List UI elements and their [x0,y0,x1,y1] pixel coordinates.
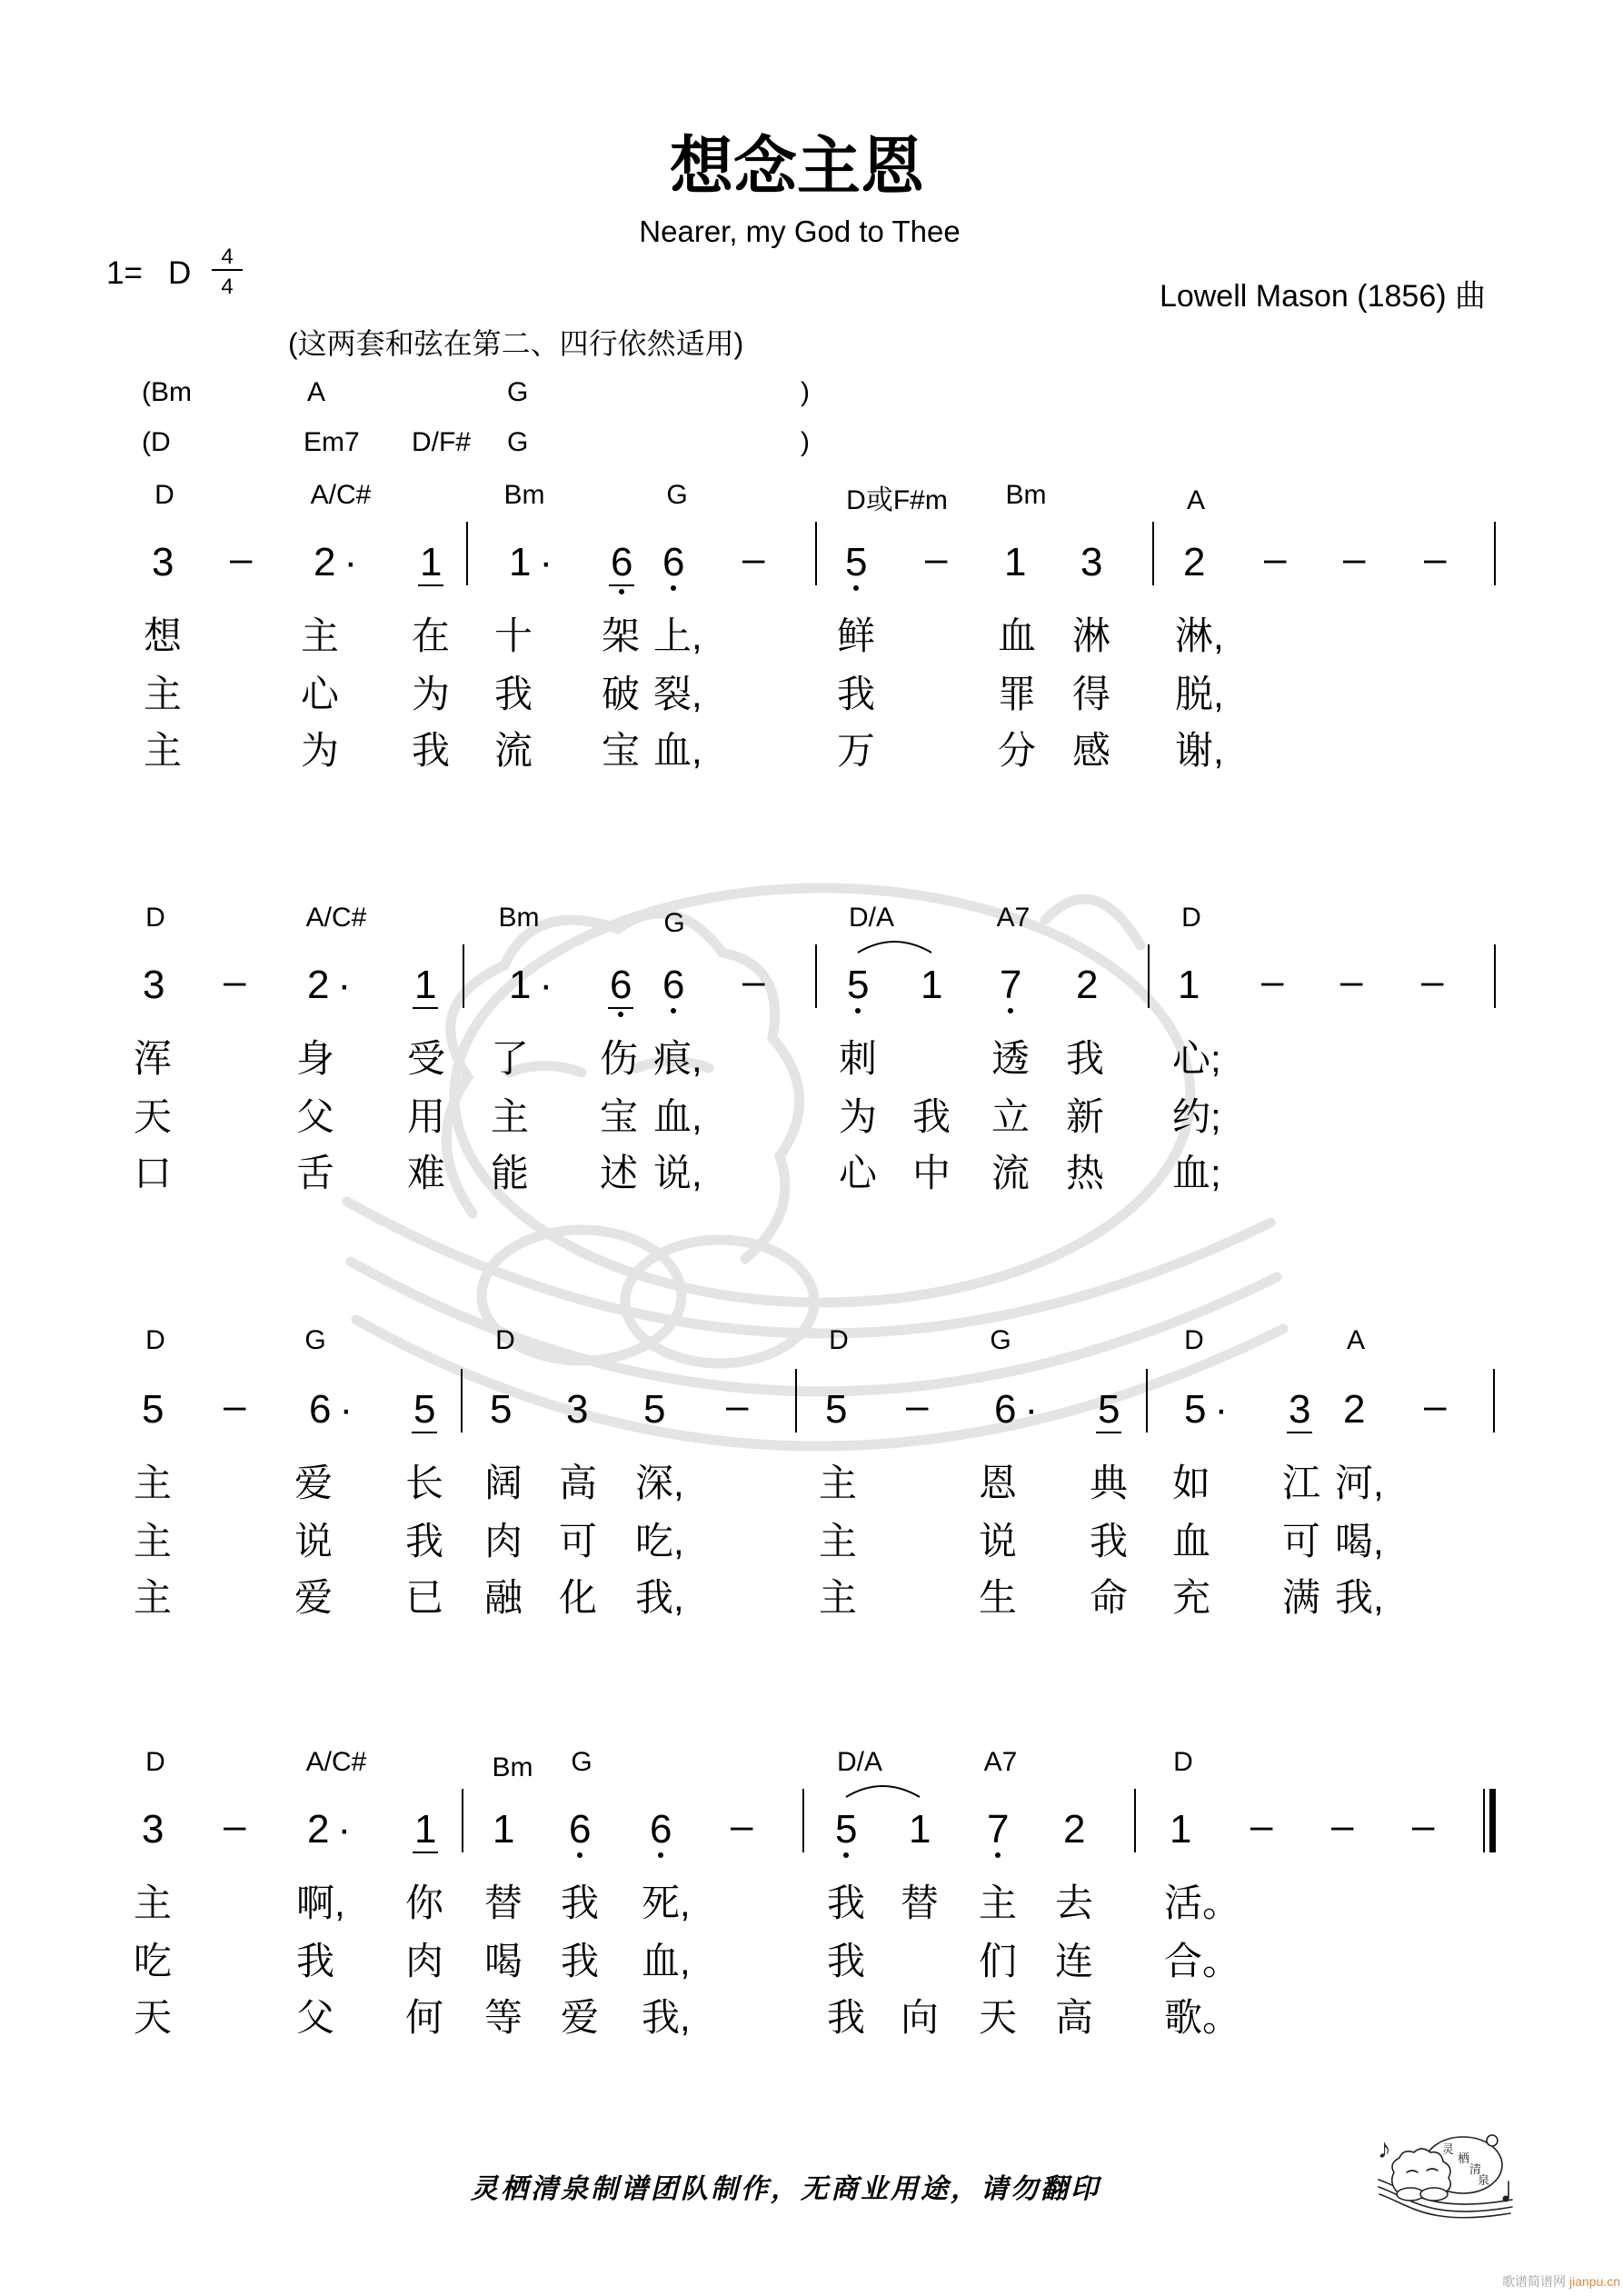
lyric: 已 [405,1576,444,1619]
note-hold: – [230,536,253,581]
lyric: 活。 [1164,1882,1241,1924]
chord-label: D或F#m [846,485,948,515]
note: 5 [847,963,870,1007]
song-title: 想念主恩 [670,131,924,202]
barline [795,1369,797,1433]
lyric: 父 [296,1095,335,1138]
lyric: 我 [827,1882,866,1924]
lyric: 破 [602,673,641,715]
lyric: 为 [412,673,451,715]
note: 6 [611,540,633,584]
lyric: 我 [561,1940,600,1982]
note: 3 [152,540,174,584]
note-hold: – [1424,536,1447,581]
lyric: 口 [134,1152,173,1194]
lyric: 主 [491,1095,530,1138]
note: 1 [1178,963,1200,1007]
note: 6 [610,963,632,1007]
lyric: 主 [819,1520,858,1562]
lyric: 浑 [134,1037,173,1080]
lyric: 典 [1090,1462,1129,1504]
note-hold: – [224,959,246,1003]
lyric: 淋 [1072,614,1111,657]
note: 3 [566,1387,589,1432]
note: 5 [413,1387,436,1432]
time-signature-numerator: 4 [221,245,234,269]
lyric: 血 [1172,1520,1211,1562]
lyric: 主 [979,1882,1018,1924]
note: 5 [643,1387,666,1432]
lyric: 死, [642,1882,691,1924]
lyric: 宝 [600,1095,639,1138]
lyric: 架 [602,614,641,657]
lyric: 血, [653,729,702,772]
lyric: 吃, [635,1520,684,1562]
lyric: 喝 [484,1940,523,1982]
note-hold: – [1424,1383,1447,1428]
note: 5 [142,1387,164,1432]
lyric: 喝, [1335,1520,1384,1562]
lyric: 我 [1066,1037,1105,1080]
lyric: 替 [484,1882,523,1924]
lyric: 说 [294,1520,334,1562]
chord-label: A/C# [305,1747,367,1777]
lyric: 我 [405,1520,444,1562]
chord-label: A/C# [305,903,367,933]
slur-mark [854,927,936,956]
lyric: 高 [559,1462,598,1504]
alt-chord: D/F# [412,427,472,457]
lyric: 受 [407,1037,446,1080]
note-hold: – [1340,959,1363,1003]
lyric: 十 [494,614,533,657]
note: 5 [835,1807,858,1852]
lyric: 爱 [294,1462,334,1504]
chord-label: D [145,1325,165,1355]
barline [1494,944,1496,1008]
barline [462,1789,463,1852]
key-value: D [168,255,192,291]
lyric: 我 [837,673,876,715]
lyric: 用 [407,1095,446,1138]
lyric: 深, [635,1462,684,1504]
lyric: 化 [559,1576,598,1619]
site-watermark [1502,2274,1620,2289]
lyric: 心 [301,673,340,715]
song-subtitle: Nearer, my God to Thee [639,215,961,248]
lyric: 刺 [839,1037,878,1080]
alt-chord: G [507,377,529,407]
note: 6 [662,540,685,584]
lyric: 述 [600,1152,639,1194]
lyric: 主 [144,673,183,715]
note: 6· [309,1387,362,1432]
chord-label: A [1346,1325,1366,1355]
note: 5· [1184,1387,1237,1432]
sheep-logo [1374,2127,1524,2227]
chord-label: G [990,1325,1011,1355]
lyric: 合。 [1164,1940,1241,1982]
chord-label: A [1186,485,1206,515]
chord-label: D/A [848,903,895,933]
lyric: 主 [134,1576,173,1619]
site-watermark-domain: jianpu.cn [1569,2274,1621,2289]
lyric: 为 [839,1095,878,1138]
alt-chord: (D [142,427,171,457]
chord-label: D [154,480,174,510]
lyric: 们 [979,1940,1018,1982]
lyric: 融 [484,1576,523,1619]
lyric: 我, [635,1576,684,1619]
time-signature-divider [212,269,243,271]
lyric: 我 [1090,1520,1129,1562]
lyric: 伤 [600,1037,639,1080]
lyric: 得 [1072,673,1111,715]
lyric: 天 [979,1996,1018,2039]
lyric: 鲜 [837,614,876,657]
lyric: 难 [407,1152,446,1194]
barline [466,522,468,585]
chord-usage-note: (这两套和弦在第二、四行依然适用) [288,327,744,360]
barline [461,1369,463,1433]
lyric: 中 [912,1152,951,1194]
logo-char: 清 [1469,2162,1482,2176]
note-hold: – [1261,959,1284,1003]
final-barline-thin [1483,1789,1485,1852]
chord-label: Bm [503,480,545,510]
note: 7 [1000,963,1022,1007]
lyric: 去 [1055,1882,1094,1924]
lyric: 脱, [1175,673,1224,715]
lyric: 爱 [561,1996,600,2039]
music-note-icon: ♪ [1378,2134,1391,2164]
lyric: 罪 [998,673,1037,715]
lyric: 主 [134,1462,173,1504]
note-hold: – [1264,536,1287,581]
chord-label: D/A [836,1747,883,1777]
lyric: 我 [827,1996,866,2039]
lyric: 血; [1172,1152,1221,1194]
note: 5 [845,540,868,584]
lyric: 透 [991,1037,1031,1080]
note-hold: – [731,1803,753,1848]
lyric: 分 [998,729,1037,772]
lyric: 为 [301,729,340,772]
note: 6 [662,963,685,1007]
lyric: 我, [642,1996,691,2039]
lyric: 我 [912,1095,951,1138]
chord-label: D [1173,1747,1193,1777]
lyric: 身 [296,1037,335,1080]
lyric: 天 [134,1095,173,1138]
lyric: 主 [134,1520,173,1562]
lyric: 万 [837,729,876,772]
lyric: 满 [1282,1576,1321,1619]
lyric: 舌 [296,1152,335,1194]
chord-label: Bm [492,1752,533,1782]
alt-chord: ) [801,377,810,407]
lyric: 向 [901,1996,940,2039]
note-hold: – [1421,959,1444,1003]
note: 2 [1343,1387,1366,1432]
lyric: 等 [484,1996,523,2039]
lyric: 说, [653,1152,702,1194]
chord-label: D [829,1325,849,1355]
note-hold: – [224,1383,246,1428]
note: 6 [650,1807,672,1852]
final-barline-thick [1489,1789,1496,1852]
lyric: 何 [405,1996,444,2039]
lyric: 想 [144,614,183,657]
lyric: 主 [301,614,340,657]
slur-mark [842,1772,924,1801]
copyright-notice: 灵栖清泉制谱团队制作，无商业用途，请勿翻印 [471,2173,1100,2205]
lyric: 替 [901,1882,940,1924]
lyric: 心 [839,1152,878,1194]
note: 1 [420,540,443,584]
logo-char: 栖 [1458,2151,1470,2165]
lyric: 河, [1335,1462,1384,1504]
barline [1134,1789,1136,1852]
note-hold: – [1412,1803,1435,1848]
lyric: 淋, [1175,614,1224,657]
logo-char: 泉 [1478,2173,1490,2187]
lyric: 说 [979,1520,1018,1562]
note: 5 [490,1387,513,1432]
note-hold: – [1343,536,1366,581]
lyric: 主 [819,1576,858,1619]
lyric: 阔 [484,1462,523,1504]
composer-credit: Lowell Mason (1856) 曲 [1159,279,1486,314]
lyric: 心; [1172,1037,1221,1080]
note-hold: – [742,959,765,1003]
lyric: 约; [1172,1095,1221,1138]
lyric: 谢, [1175,729,1224,772]
note: 1· [509,963,562,1007]
lyric: 我, [1335,1576,1384,1619]
logo-char: 灵 [1442,2142,1455,2156]
chord-label: A/C# [310,480,372,510]
note: 3 [1080,540,1103,584]
lyric: 我 [296,1940,335,1982]
lyric: 我 [494,673,533,715]
lyric: 连 [1055,1940,1094,1982]
note: 6· [994,1387,1047,1432]
note: 2· [307,963,360,1007]
lyric: 血, [642,1940,691,1982]
barline [815,522,817,585]
chord-label: Bm [1005,480,1047,510]
lyric: 新 [1066,1095,1105,1138]
barline [815,944,817,1008]
lyric: 了 [491,1037,530,1080]
chord-label: G [663,908,685,938]
note: 1 [921,963,943,1007]
alt-chord: A [307,377,326,407]
lyric: 父 [296,1996,335,2039]
key-label: 1= [106,255,143,291]
chord-label: D [145,903,165,933]
note-hold: – [925,536,948,581]
lyric: 血 [998,614,1037,657]
lyric: 如 [1172,1462,1211,1504]
note: 6 [569,1807,592,1852]
lyric: 恩 [979,1462,1018,1504]
chord-label: A7 [996,903,1031,933]
lyric: 主 [134,1882,173,1924]
barline [1493,1369,1495,1433]
lyric: 爱 [294,1576,334,1619]
note: 7 [987,1807,1010,1852]
lyric: 主 [144,729,183,772]
chord-label: D [495,1325,515,1355]
lyric: 啊, [296,1882,345,1924]
lyric: 我 [412,729,451,772]
note: 2· [307,1807,360,1852]
note: 1 [909,1807,931,1852]
alt-chord: Em7 [304,427,360,457]
note: 2 [1063,1807,1086,1852]
lyric: 痕, [653,1037,702,1080]
note: 1 [493,1807,515,1852]
lyric: 肉 [405,1940,444,1982]
note: 2 [1076,963,1099,1007]
chord-label: G [304,1325,326,1355]
lyric: 立 [991,1095,1031,1138]
lyric: 能 [491,1152,530,1194]
lyric: 长 [405,1462,444,1504]
lyric: 吃 [134,1940,173,1982]
note: 1 [1004,540,1027,584]
time-signature-denominator: 4 [221,275,234,299]
note: 2· [314,540,366,584]
lyric: 上, [653,614,702,657]
lyric: 流 [494,729,533,772]
barline [1148,944,1150,1008]
note: 1 [414,1807,437,1852]
note: 3 [1289,1387,1311,1432]
note: 2 [1183,540,1206,584]
lyric: 热 [1066,1152,1105,1194]
lyric: 血, [653,1095,702,1138]
site-watermark-name: 歌谱简谱网 [1502,2274,1566,2289]
note: 3 [143,963,165,1007]
chord-label: G [571,1747,592,1777]
lyric: 我 [827,1940,866,1982]
note: 5 [1098,1387,1120,1432]
lyric: 天 [134,1996,173,2039]
note-hold: – [726,1383,749,1428]
lyric: 肉 [484,1520,523,1562]
barline [1494,522,1496,585]
alt-chord: G [507,427,529,457]
chord-label: D [1181,903,1201,933]
alt-chord: ) [801,427,810,457]
note-hold: – [1331,1803,1354,1848]
note-hold: – [224,1803,246,1848]
lyric: 高 [1055,1996,1094,2039]
note-hold: – [906,1383,929,1428]
note-hold: – [1250,1803,1273,1848]
barline [1146,1369,1148,1433]
chord-label: D [145,1747,165,1777]
lyric: 命 [1090,1576,1129,1619]
lyric: 在 [412,614,451,657]
lyric: 可 [559,1520,598,1562]
lyric: 可 [1282,1520,1321,1562]
barline [802,1789,804,1852]
note: 5 [825,1387,848,1432]
chord-label: A7 [983,1747,1018,1777]
note: 3 [142,1807,164,1852]
lyric: 你 [405,1882,444,1924]
barline [1152,522,1154,585]
chord-label: Bm [498,903,540,933]
note: 1 [414,963,437,1007]
note: 1 [1170,1807,1192,1852]
lyric: 充 [1172,1576,1211,1619]
chord-label: G [666,480,688,510]
lyric: 生 [979,1576,1018,1619]
lyric: 我 [561,1882,600,1924]
lyric: 江 [1282,1462,1321,1504]
lyric: 宝 [602,729,641,772]
chord-label: D [1184,1325,1204,1355]
alt-chord: (Bm [142,377,192,407]
lyric: 裂, [653,673,702,715]
note-hold: – [742,536,765,581]
lyric: 歌。 [1164,1996,1241,2039]
lyric: 主 [819,1462,858,1504]
barline [463,944,464,1008]
lyric: 流 [991,1152,1031,1194]
note: 1· [509,540,562,584]
lyric: 感 [1072,729,1111,772]
